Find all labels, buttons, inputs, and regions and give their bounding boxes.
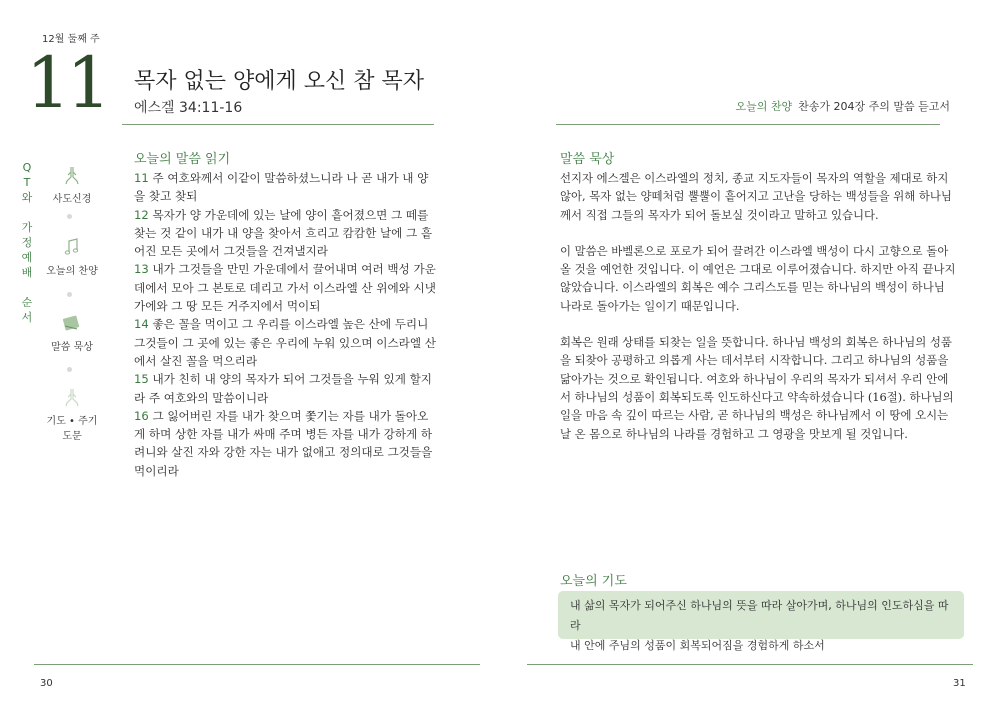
music-note-icon: [61, 236, 83, 258]
verse-text: 내가 친히 내 양의 목자가 되어 그것들을 누워 있게 할지라 주 여호와의 말씀이니라: [134, 372, 433, 405]
week-label: 12월 둘째 주: [42, 34, 100, 45]
header-rule-right: [556, 124, 940, 125]
vertical-gap: [20, 280, 34, 295]
verse: [134, 315, 436, 370]
meditation-text: [560, 169, 958, 461]
hymn-text: 찬송가 204장 주의 말씀 듣고서: [798, 100, 950, 113]
meditation-paragraph: 이 말씀은 바벨론으로 포로가 되어 끌려간 이스라엘 백성이 다시 고향으로 돌아올 것을 예언한 것입니다. 이 예언은 그대로 이루어졌습니다. 하지만 아직 끝나지 않았습니다. 이스라엘의 회복은 예수 그리스도를 믿는 하나님의 백성이 하나님 나라로 돌아가는 일이기 때문입니다.: [560, 243, 956, 313]
verse: [134, 260, 436, 315]
verse-number: 15: [134, 372, 149, 387]
header-rule-left: [122, 124, 434, 125]
prayer-line: 내 삶의 목자가 되어주신 하나님의 뜻을 따라 살아가며, 하나님의 인도하심을 따라: [570, 599, 949, 632]
vertical-char: 와: [21, 191, 33, 204]
verse: [134, 169, 436, 206]
day-number: 11: [26, 42, 108, 124]
vertical-title: [20, 160, 34, 325]
vertical-char: 서: [21, 311, 33, 324]
vertical-char: 순: [21, 296, 33, 309]
order-dot: [67, 292, 72, 297]
order-dot: [67, 367, 72, 372]
prayer-heading: 오늘의 기도: [560, 574, 627, 589]
vertical-char: 예: [21, 251, 33, 264]
vertical-char: 정: [21, 236, 33, 249]
vertical-char: Q: [22, 161, 32, 174]
meditation-heading: 말씀 묵상: [560, 152, 615, 167]
verse-number: 12: [134, 207, 149, 222]
scripture-text: [134, 169, 436, 480]
verse-number: 14: [134, 317, 149, 332]
vertical-char: 배: [21, 266, 33, 279]
verse: [134, 206, 436, 261]
meditation-paragraph: 회복은 원래 상태를 되찾는 일을 뜻합니다. 하나님 백성의 회복은 하나님의 성품을 되찾아 공평하고 의롭게 사는 데서부터 시작합니다. 그리고 하나님의 성품을 닮아가는 것으로 확인됩니다. 여호와 하나님이 우리의 목자가 되셔서 우리 안에서 하나님의 성품이 회복되도록 인도하신다고 약속하셨습니다 (16절). 하나님의 일을 마음 속 깊이 따르는 사람, 곧 하나님의 백성은 하나님께서 이 땅에 오시는 날 온 몸으로 하나님의 나라를 경험하고 그 영광을 맛보게 될 것입니다.: [560, 335, 954, 441]
verse-number: 13: [134, 262, 149, 277]
meditation-paragraph: 선지자 에스겔은 이스라엘의 정치, 종교 지도자들이 목자의 역할을 제대로 하지 않아, 목자 없는 양떼처럼 뿔뿔이 흩어지고 고난을 당하는 백성들을 위해 하나님께서 직접 그들의 목자가 되어 돌보실 것이라고 말하고 있습니다.: [560, 171, 952, 222]
page-title: 목자 없는 양에게 오신 참 목자: [134, 69, 424, 94]
order-item-meditation: [44, 312, 100, 353]
vertical-char: 가: [21, 221, 33, 234]
order-item-label: 말씀 묵상: [51, 342, 93, 353]
verse: [134, 370, 436, 407]
praying-hands-icon: [61, 386, 83, 408]
verse-text: 좋은 꼴을 먹이고 그 우리를 이스라엘 높은 산에 두리니 그것들이 그 곳에 있는 좋은 우리에 누워 있으며 이스라엘 산에서 살진 꼴을 먹으리라: [134, 317, 436, 368]
order-item-label: 기도 • 주기도문: [46, 416, 98, 442]
verse: [134, 407, 436, 480]
order-item-creed: [44, 164, 100, 205]
bible-book-icon: [61, 312, 83, 334]
page-number-left: 30: [40, 678, 53, 689]
scripture-reference: 에스겔 34:11-16: [134, 100, 243, 116]
verse-text: 주 여호와께서 이같이 말씀하셨느니라 나 곧 내가 내 양을 찾고 찾되: [134, 171, 429, 204]
verse-number: 16: [134, 408, 149, 423]
order-dot: [67, 214, 72, 219]
prayer-box: [558, 591, 964, 652]
order-item-label: 사도신경: [52, 194, 92, 205]
order-item-label: 오늘의 찬양: [46, 266, 98, 277]
verse-number: 11: [134, 171, 149, 185]
hymn-info: [735, 98, 950, 114]
hymn-label: 오늘의 찬양: [735, 100, 793, 113]
page-number-right: 31: [953, 678, 966, 689]
prayer-line: 내 안에 주님의 성품이 회복되어짐을 경험하게 하소서: [570, 639, 825, 652]
vertical-gap: [20, 205, 34, 220]
footer-rule-left: [34, 664, 480, 665]
vertical-char: T: [23, 176, 31, 189]
praying-hands-icon: [61, 164, 83, 186]
order-item-prayer: [44, 386, 100, 442]
footer-rule-right: [527, 664, 973, 665]
order-item-hymn: [44, 236, 100, 277]
verse-text: 목자가 양 가운데에 있는 날에 양이 흩어졌으면 그 떼를 찾는 것 같이 내가 내 양을 찾아서 흐리고 캄캄한 날에 그 흩어진 모든 곳에서 그것들을 건져낼지라: [134, 207, 433, 259]
reading-heading: 오늘의 말씀 읽기: [134, 152, 231, 167]
verse-text: 그 잃어버린 자를 내가 찾으며 쫓기는 자를 내가 돌아오게 하며 상한 자를 내가 싸매 주며 병든 자를 내가 강하게 하려니와 살진 자와 강한 자는 내가 없애고 정의대로 그것들을 먹이리라: [134, 408, 433, 478]
verse-text: 내가 그것들을 만민 가운데에서 끌어내며 여러 백성 가운데에서 모아 그 본토로 데리고 가서 이스라엘 산 위에와 시냇가에와 그 땅 모든 거주지에서 먹이되: [134, 262, 436, 314]
